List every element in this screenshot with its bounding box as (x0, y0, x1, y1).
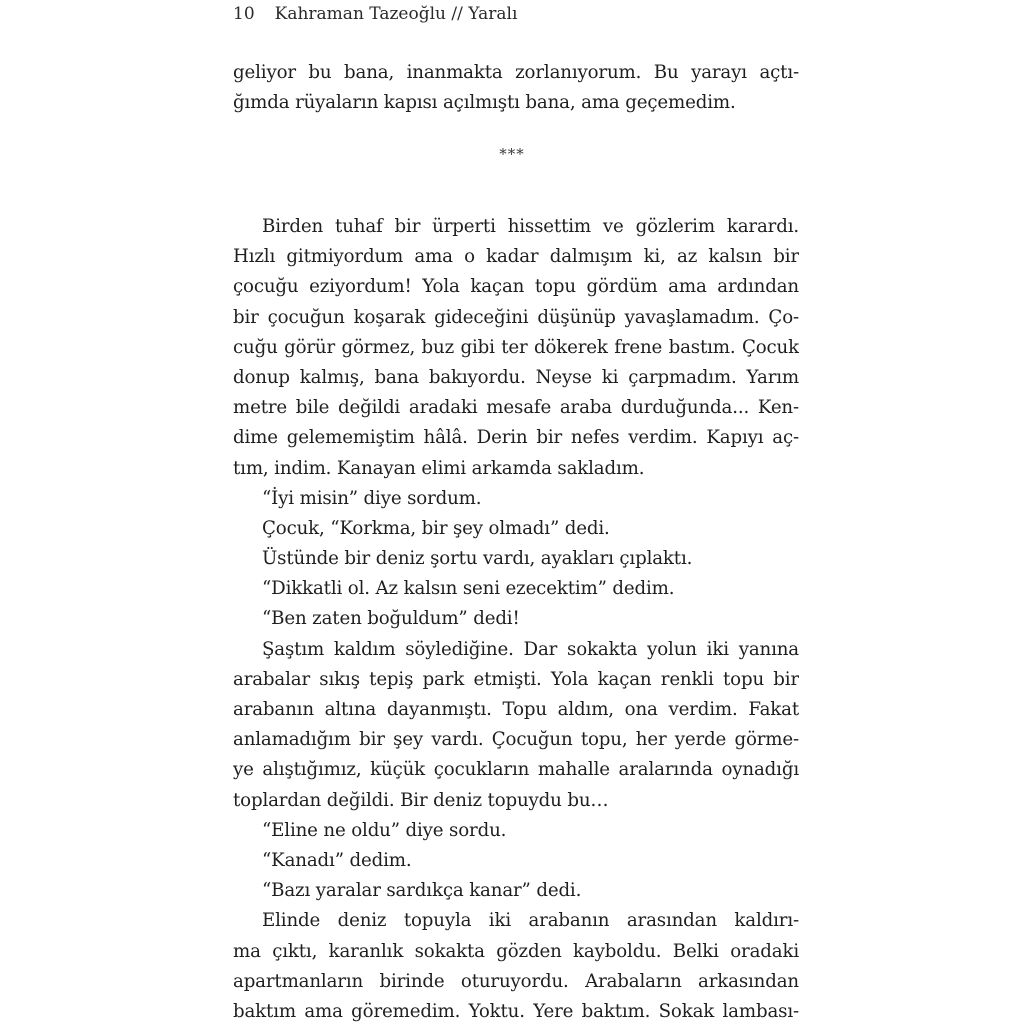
text-line: arabalar sıkış tepiş park etmişti. Yola kaçan renkli topu bir (233, 668, 799, 690)
text-line: çocuğu eziyordum! Yola kaçan topu gördüm ama ardından (233, 276, 799, 298)
text-line: geliyor bu bana, inanmakta zorlanıyorum. Bu yarayı açtı- (233, 62, 799, 83)
text-line: Şaştım kaldım söylediğine. Dar sokakta yolun iki yanına (262, 638, 799, 660)
text-line: “Ben zaten boğuldum” dedi! (262, 608, 520, 630)
page-number: 10 (233, 4, 255, 24)
running-head-title: Kahraman Tazeoğlu // Yaralı (274, 4, 518, 24)
text-line: “Dikkatli ol. Az kalsın seni ezecektim” dedim. (262, 578, 675, 600)
text-line: “İyi misin” diye sordum. (262, 487, 482, 509)
text-line: Birden tuhaf bir ürperti hissettim ve gözlerim karardı. (262, 216, 799, 237)
text-line: anlamadığım bir şey vardı. Çocuğun topu, her yerde görme- (233, 729, 799, 751)
text-line: metre bile değildi aradaki mesafe araba durduğunda... Ken- (233, 397, 799, 419)
text-line: apartmanların birinde oturuyordu. Arabaların arkasından (233, 970, 799, 992)
text-line: “Kanadı” dedim. (262, 849, 412, 871)
text-line: cuğu görür görmez, buz gibi ter dökerek frene bastım. Çocuk (233, 336, 799, 358)
text-line: Elinde deniz topuyla iki arabanın arasından kaldırı- (262, 910, 799, 932)
text-line: ma çıktı, karanlık sokakta gözden kayboldu. Belki oradaki (233, 940, 799, 962)
paragraph-block-top (233, 58, 799, 118)
text-line: Çocuk, “Korkma, bir şey olmadı” dedi. (262, 517, 610, 539)
text-line: “Bazı yaralar sardıkça kanar” dedi. (262, 880, 582, 902)
section-separator: *** (499, 145, 525, 163)
text-line: bir çocuğun koşarak gideceğini düşünüp yavaşlamadım. Ço- (233, 306, 799, 328)
text-line: Üstünde bir deniz şortu vardı, ayakları çıplaktı. (262, 548, 693, 570)
text-line: toplardan değildi. Bir deniz topuydu bu… (233, 789, 609, 811)
text-line: baktım ama göremedim. Yoktu. Yere baktım. Sokak lambası- (233, 1000, 799, 1022)
running-head (233, 2, 517, 26)
text-line: Hızlı gitmiyordum ama o kadar dalmışım ki, az kalsın bir (233, 246, 799, 268)
text-line: donup kalmış, bana bakıyordu. Neyse ki çarpmadım. Yarım (233, 366, 799, 388)
text-line: ğımda rüyaların kapısı açılmıştı bana, ama geçemedim. (233, 92, 736, 114)
text-line: ye alıştığımız, küçük çocukların mahalle aralarında oynadığı (233, 759, 799, 781)
text-line: dime gelememiştim hâlâ. Derin bir nefes verdim. Kapıyı aç- (233, 427, 799, 449)
paragraph-block-main (233, 212, 799, 1027)
text-line: “Eline ne oldu” diye sordu. (262, 819, 507, 841)
text-line: tım, indim. Kanayan elimi arkamda sakladım. (233, 457, 645, 479)
text-line: arabanın altına dayanmıştı. Topu aldım, ona verdim. Fakat (233, 699, 799, 720)
